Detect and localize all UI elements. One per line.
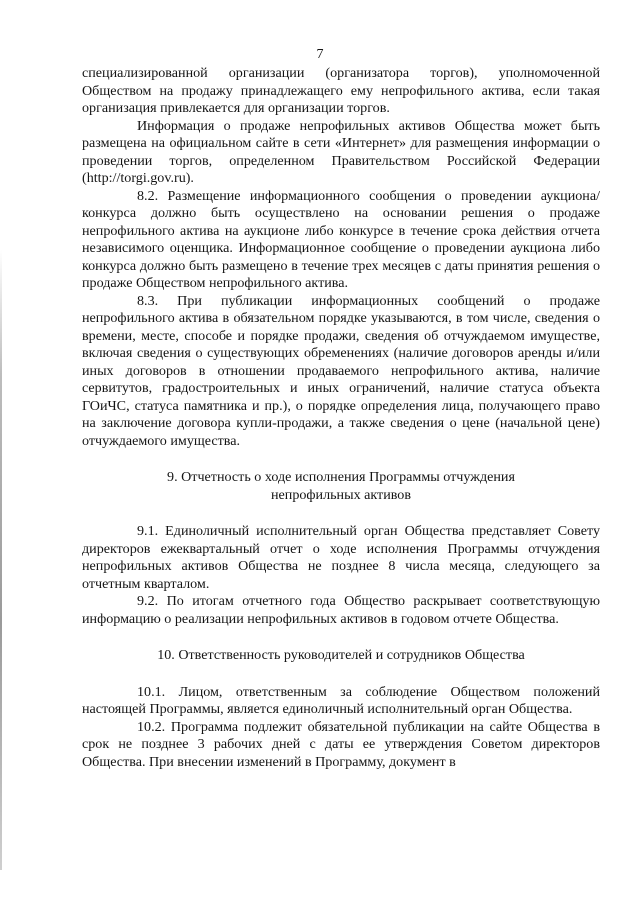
scan-edge-shadow xyxy=(0,250,2,870)
paragraph-8-3: 8.3. При публикации информационных сообщений о продаже непрофильного актива в обязательном порядке указываются, в том числе, сведения о времени, месте, способе и порядке продажи, сведения об отчуждаемом имуществе, включая сведения о существующих обременениях (наличие договоров аренды и/или иных договоров в отношении продаваемого непрофильного актива, наличие сервитутов, градостроительных и иных ограничений, наличие статуса объекта ГОиЧС, статуса памятника и пр.), о порядке определения лица, получающего право на заключение договора купли-продажи, а также сведения о цене (начальной цене) отчуждаемого имущества. xyxy=(82,292,600,449)
document-body xyxy=(82,65,600,771)
paragraph-organizer-continuation: специализированной организации (организатора торгов), уполномоченной Обществом на продажу принадлежащего ему непрофильного актива, если такая организация привлекается для организации торгов. xyxy=(82,65,600,116)
paragraph-10-1: 10.1. Лицом, ответственным за соблюдение Обществом положений настоящей Программы, является единоличный исполнительный орган Общества. xyxy=(82,683,600,717)
section-9-heading-line1: 9. Отчетность о ходе исполнения Программы отчуждения xyxy=(167,469,515,485)
section-9-heading xyxy=(82,469,600,504)
paragraph-9-2: 9.2. По итогам отчетного года Общество раскрывает соответствующую информацию о реализации непрофильных активов в годовом отчете Общества. xyxy=(82,593,600,627)
paragraph-info-publication: Информация о продаже непрофильных активов Общества может быть размещена на официальном сайте в сети «Интернет» для размещения информации о проведении торгов, определенном Правительством Российской Федерации (http://torgi.gov.ru). xyxy=(82,117,600,186)
paragraph-8-2: 8.2. Размещение информационного сообщения о проведении аукциона/конкурса должно быть осуществлено на основании решения о продаже непрофильного актива на аукционе либо конкурсе в течение срока действия отчета независимого оценщика. Информационное сообщение о проведении аукциона либо конкурса должно быть размещено в течение трех месяцев с даты принятия решения о продаже Обществом непрофильного актива. xyxy=(82,187,600,291)
paragraph-10-2: 10.2. Программа подлежит обязательной публикации на сайте Общества в срок не позднее 3 рабочих дней с даты ее утверждения Советом директоров Общества. При внесении изменений в Программу, документ в xyxy=(82,718,600,770)
section-10-heading: 10. Ответственность руководителей и сотрудников Общества xyxy=(157,647,525,663)
section-9-heading-line2: непрофильных активов xyxy=(270,486,412,503)
paragraph-9-1: 9.1. Единоличный исполнительный орган Общества представляет Совету директоров ежеквартальный отчет о ходе исполнения Программы отчуждения непрофильных активов Общества не позднее 8 числа месяца, следующего за отчетным кварталом. xyxy=(82,523,600,592)
page-number: 7 xyxy=(316,47,324,62)
